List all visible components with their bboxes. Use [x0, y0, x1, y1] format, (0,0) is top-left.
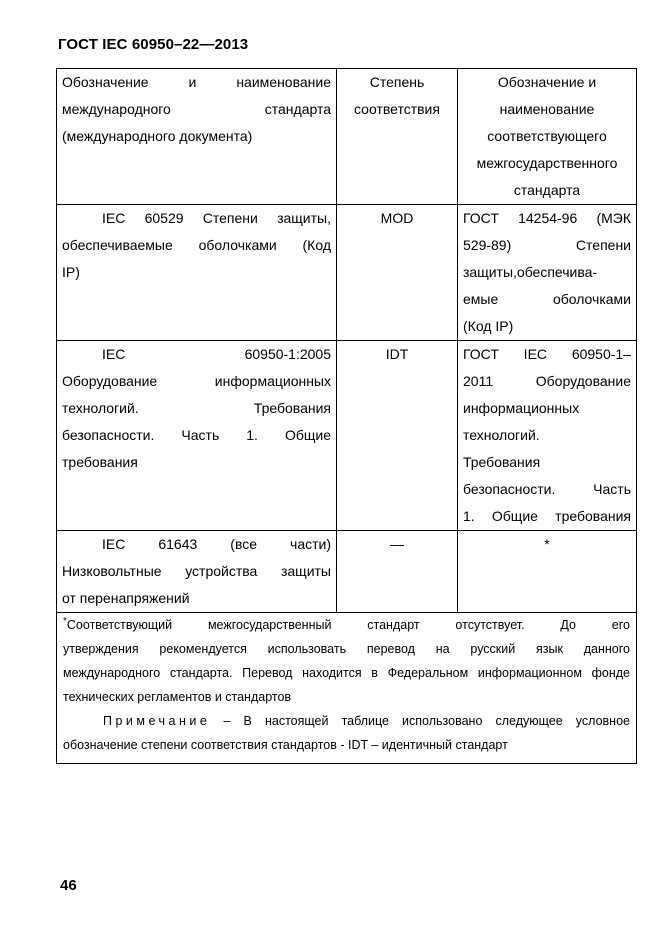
cell-text-line: безопасности. Часть — [463, 481, 631, 497]
footnote-line — [63, 613, 630, 637]
header-text-line: межгосударственного — [476, 155, 618, 171]
footnote-line: международного стандарта. Перевод находится в Федеральном информационном фонде — [63, 666, 630, 680]
footnote-asterisk: * — [63, 615, 67, 627]
note-label: Примечание — [103, 714, 211, 728]
interstate-standard-cell — [458, 205, 637, 341]
cell-text-line: технологий. Требования — [62, 400, 331, 416]
document-code-header: ГОСТ IEC 60950–22—2013 — [58, 36, 249, 53]
page-number: 46 — [60, 877, 77, 894]
table-row — [57, 205, 637, 341]
cell-text-line: 529-89) Степени — [463, 237, 631, 253]
table-header-row — [57, 69, 637, 205]
cell-text-line: ГОСТ 14254-96 (МЭК — [463, 210, 631, 226]
cell-text-line: обеспечиваемые оболочками (Код — [62, 237, 331, 253]
footnote-text: Соответствующий межгосударственный стандарт отсутствует. До его — [66, 618, 630, 632]
cell-text-line: требования — [62, 454, 138, 470]
header-intl-standard — [57, 69, 337, 205]
footnote-line: технических регламентов и стандартов — [63, 690, 292, 704]
note-line: обозначение степени соответствия стандартов - IDT – идентичный стандарт — [63, 738, 508, 752]
cell-text-line: Требования — [463, 454, 541, 470]
header-text-line: стандарта — [513, 182, 581, 198]
note-text: – В настоящей таблице использовано следующее условное — [223, 714, 630, 728]
table-row — [57, 341, 637, 531]
header-text-line: наименование — [499, 101, 595, 117]
degree-value: IDT — [385, 346, 409, 362]
cell-text-line: IEC 61643 (все части) — [102, 536, 331, 552]
cell-text-line: защиты,обеспечива- — [463, 264, 598, 280]
header-text-line: соответствия — [354, 101, 440, 117]
cell-text-line: 2011 Оборудование — [463, 373, 631, 389]
footnote-row — [57, 613, 637, 764]
footnote-marker: * — [544, 536, 550, 552]
cell-text-line: IEC 60950-1:2005 — [102, 346, 331, 362]
header-text-line: международного стандарта — [62, 101, 331, 117]
degree-value: — — [390, 536, 404, 552]
header-degree — [337, 69, 458, 205]
interstate-standard-cell — [458, 531, 637, 613]
degree-cell — [337, 531, 458, 613]
intl-standard-cell — [57, 205, 337, 341]
cell-text-line: ГОСТ IEC 60950-1– — [463, 346, 631, 362]
footnote-line: утверждения рекомендуется использовать перевод на русский язык данного — [63, 642, 630, 656]
degree-cell — [337, 341, 458, 531]
intl-standard-cell — [57, 341, 337, 531]
cell-text-line: емые оболочками — [463, 291, 631, 307]
cell-text-line: безопасности. Часть 1. Общие — [62, 427, 331, 443]
cell-text-line: от перенапряжений — [62, 590, 190, 606]
note-line — [63, 709, 630, 733]
intl-standard-cell — [57, 531, 337, 613]
standards-table — [56, 68, 637, 764]
cell-text-line: IP) — [62, 264, 80, 280]
cell-text-line: Оборудование информационных — [62, 373, 331, 389]
header-text-line: соответствующего — [487, 128, 607, 144]
interstate-standard-cell — [458, 341, 637, 531]
cell-text-line: информационных — [463, 400, 580, 416]
cell-text-line: технологий. — [463, 427, 540, 443]
cell-text-line: 1. Общие требования — [463, 508, 631, 524]
header-text-line: Обозначение и — [497, 74, 597, 90]
cell-text-line: Низковольтные устройства защиты — [62, 563, 331, 579]
header-text-line: (международного документа) — [62, 128, 253, 144]
header-interstate-standard — [458, 69, 637, 205]
degree-value: MOD — [380, 210, 414, 226]
table-row — [57, 531, 637, 613]
header-text-line: Обозначение и наименование — [62, 74, 331, 90]
footnote-cell — [57, 613, 637, 764]
cell-text-line: (Код IP) — [463, 318, 514, 334]
degree-cell — [337, 205, 458, 341]
header-text-line: Степень — [369, 74, 425, 90]
cell-text-line: IEC 60529 Степени защиты, — [102, 210, 331, 226]
